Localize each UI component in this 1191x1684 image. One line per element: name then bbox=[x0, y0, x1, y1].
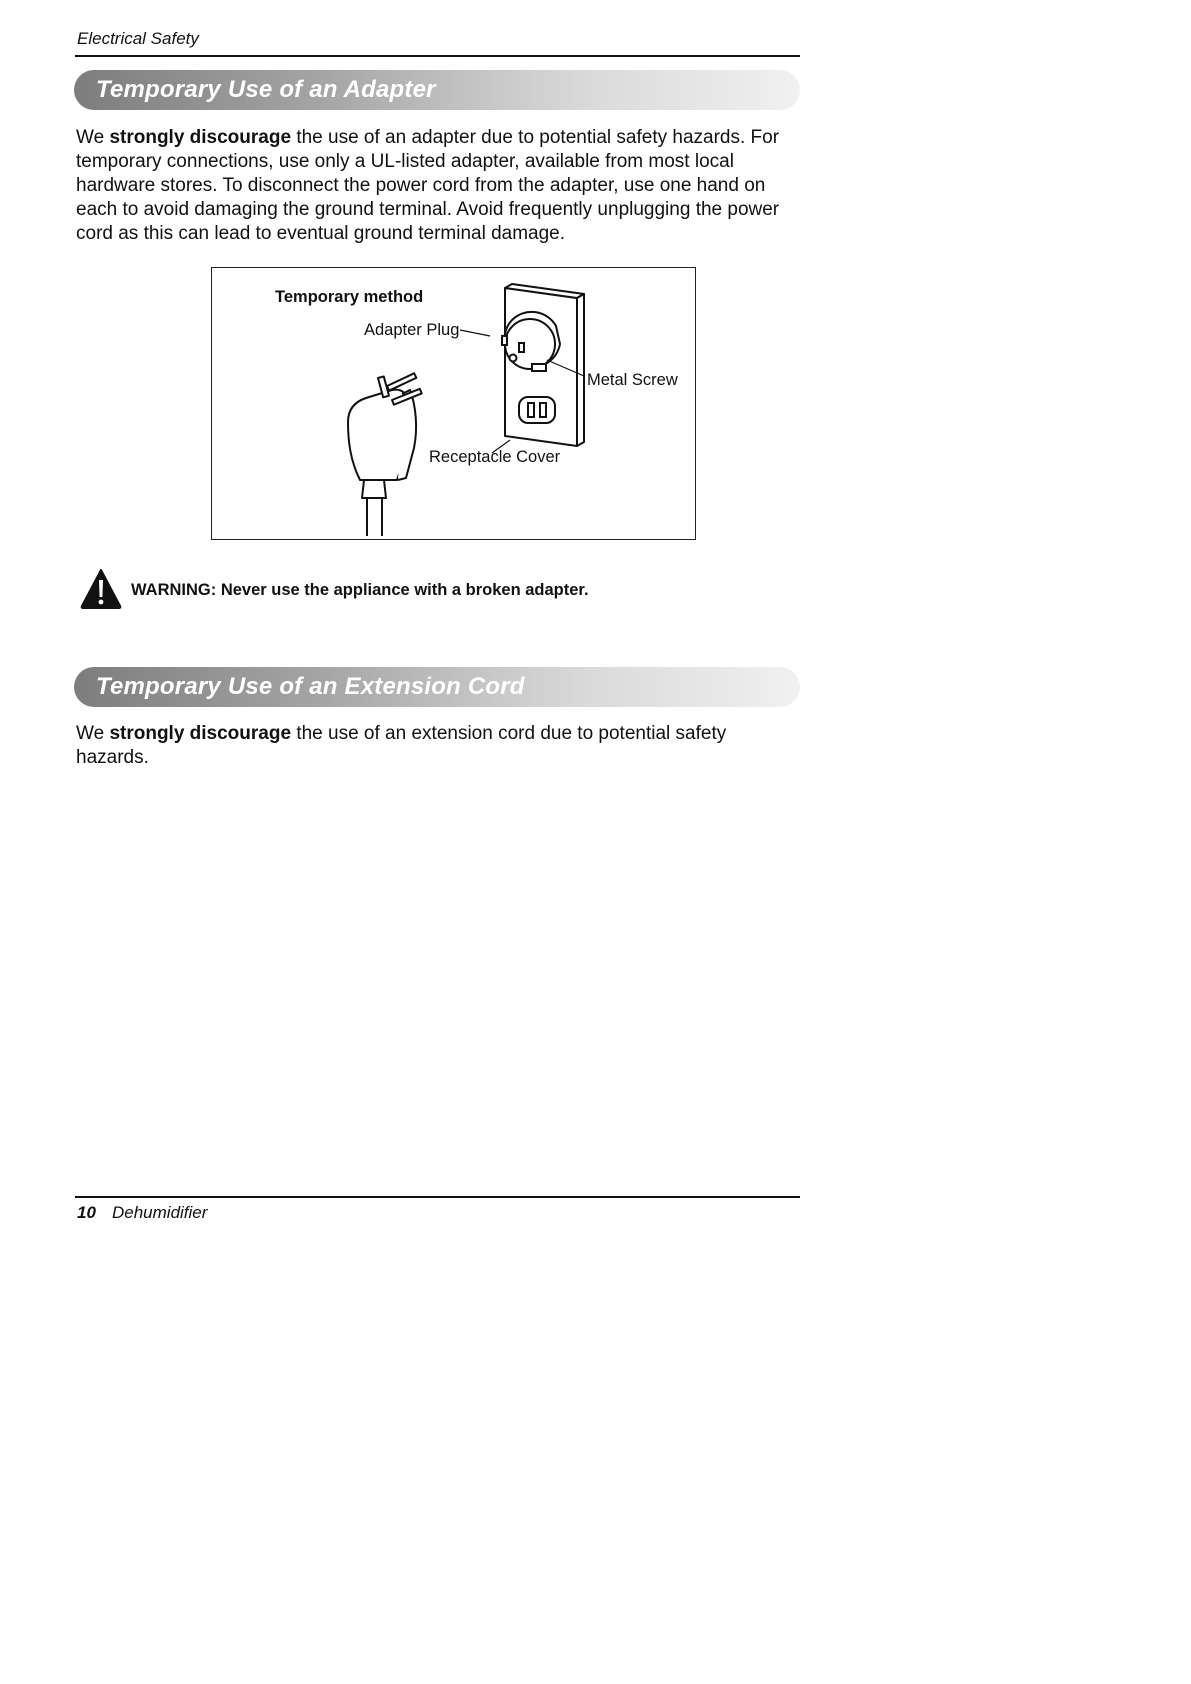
running-header: Electrical Safety bbox=[77, 29, 199, 48]
adapter-illustration bbox=[212, 268, 697, 541]
power-plug bbox=[348, 373, 422, 536]
section-banner-extension-cord bbox=[74, 667, 800, 707]
para-text: We bbox=[76, 127, 110, 148]
adapter-paragraph bbox=[76, 126, 806, 246]
warning-text: WARNING: Never use the appliance with a broken adapter. bbox=[131, 581, 589, 599]
para-emphasis: strongly discourage bbox=[109, 127, 292, 148]
extension-cord-paragraph bbox=[76, 722, 756, 770]
section-title: Temporary Use of an Adapter bbox=[96, 76, 436, 103]
footer-product: Dehumidifier bbox=[112, 1203, 208, 1222]
footer-rule bbox=[75, 1196, 800, 1198]
section-title: Temporary Use of an Extension Cord bbox=[96, 673, 525, 700]
warning-triangle-icon bbox=[80, 568, 122, 610]
para-emphasis: strongly discourage bbox=[109, 723, 292, 744]
para-text: the use of an adapter due to potential safety hazards. For temporary connections, use only a UL-listed adapter, available from most local hardware stores. To disconnect the power cord from the adapter, use one hand on each to avoid damaging the ground terminal. Avoid frequently unplugging the power cord as this can lead to eventual ground terminal damage. bbox=[76, 127, 780, 244]
para-text: the use of an extension cord due to potential safety hazards. bbox=[76, 723, 727, 768]
figure-title: Temporary method bbox=[275, 288, 424, 306]
figure-temporary-method bbox=[211, 267, 696, 540]
header-rule bbox=[75, 55, 800, 57]
label-metal-screw: Metal Screw bbox=[587, 371, 678, 389]
label-adapter-plug: Adapter Plug bbox=[364, 321, 460, 339]
para-text: We bbox=[76, 723, 110, 744]
section-banner-adapter bbox=[74, 70, 800, 110]
label-receptacle-cover: Receptacle Cover bbox=[429, 448, 561, 466]
page-number: 10 bbox=[77, 1203, 96, 1222]
receptacle bbox=[519, 397, 555, 423]
